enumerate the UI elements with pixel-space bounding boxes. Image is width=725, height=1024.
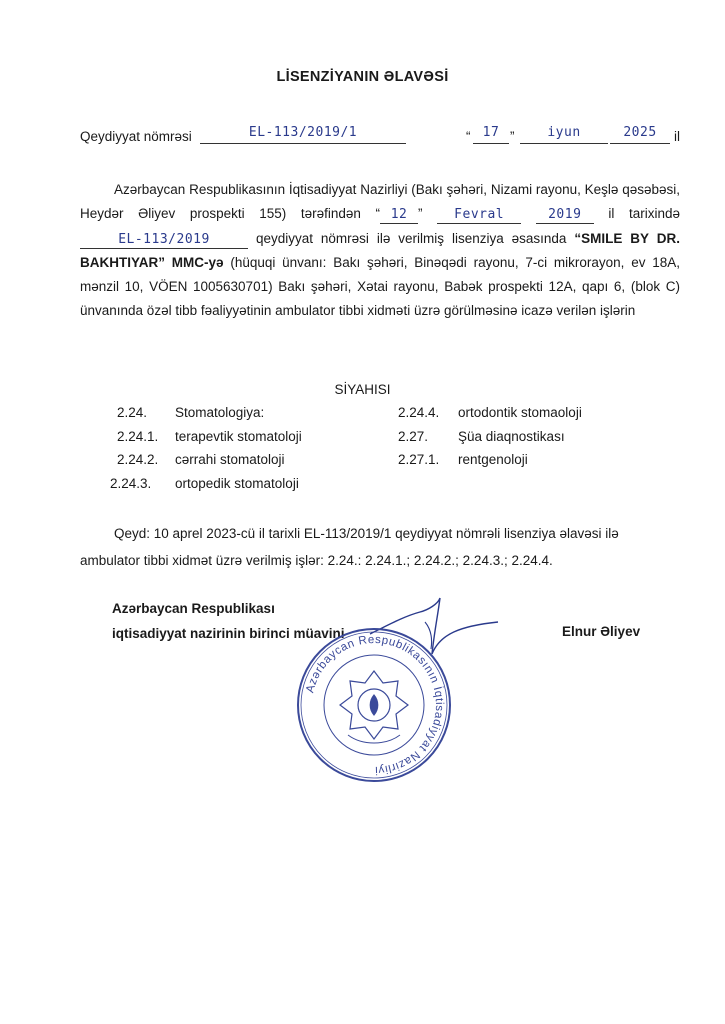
signatory-line2: iqtisadiyyat nazirinin birinci müavini [112,626,345,641]
company-name: “SMILE BY DR. BAKHTIYAR” MMC-yə [80,230,680,270]
list-item-code: 2.24.1. [117,429,159,444]
close-quote: ” [510,129,515,144]
main-paragraph: Azərbaycan Respublikasının İqtisadiyyat Nazirliyi (Bakı şəhəri, Nizami rayonu, Keşlə qəsəbəsi, Heydər Əliyev prospekti 155) tərəfindən “ 12 ” Fevral 2019 il tarixində EL-113/2019 qeydiyyat nömrəsi ilə verilmiş lisenziya əsasında “SMILE BY DR. BAKHTIYAR” MMC-yə (hüquqi ünvanı: Bakı şəhəri, Binəqədi rayonu, 7-ci mikrorayon, ev 18A, mənzil 10, VÖEN 1005630701) Bakı şəhəri, Xətai rayonu, Babək prospekti 12A, qapı 6, (blok C) ünvanında özəl tibb fəaliyyətinin ambulator tibbi xidməti üzrə görülməsinə icazə verilən işlərin [80,182,681,319]
list-item-code: 2.24.2. [117,452,159,467]
list-item-code: 2.27.1. [398,452,440,467]
list-item-text: ortodontik stomaoloji [458,405,582,420]
registration-year-suffix: il [674,129,680,144]
registration-number-field: EL-113/2019/1 [200,125,406,144]
list-item-code: 2.24. [117,405,148,420]
official-seal [296,627,452,783]
list-title: SİYAHISI [334,382,391,397]
paragraph-part2: il tarixində [608,206,681,222]
issued-month-field: Fevral [437,207,521,224]
registration-line [80,125,690,149]
document-title: LİSENZİYANIN ƏLAVƏSİ [276,69,449,85]
list-item-code: 2.24.4. [398,405,440,420]
list-item-text: ortopedik stomatoloji [175,476,299,491]
list-item-text: Stomatologiya: [175,405,265,420]
paragraph-part3: qeydiyyat nömrəsi ilə verilmiş lisenziya əsasında [255,230,567,246]
note-paragraph: Qeyd: 10 aprel 2023-cü il tarixli EL-113/2019/1 qeydiyyat nömrəli lisenziya əlavəsi ilə ambulator tibbi xidmət üzrə verilmiş işlər: 2.24.: 2.24.1.; 2.24.2.; 2.24.3.; 2.24.4. [80,526,619,568]
list-item-code: 2.27. [398,429,429,444]
registration-year-field: 2025 [610,125,670,144]
registration-label: Qeydiyyat nömrəsi [80,129,192,144]
list-item-text: Şüa diaqnostikası [458,429,565,444]
signatory-line1: Azərbaycan Respublikası [112,601,275,616]
list-item-text: terapevtik stomatoloji [175,429,302,444]
list-item-text: rentgenoloji [458,452,528,467]
list-item-code: 2.24.3. [110,476,152,491]
paragraph-part1: Azərbaycan Respublikasının İqtisadiyyat Nazirliyi (Bakı şəhəri, Nizami rayonu, Keşlə qəsəbəsi, Heydər Əliyev prospekti 155) tərəfindən [80,182,680,222]
issued-year-field: 2019 [536,207,594,224]
signatory-name: Elnur Əliyev [562,624,641,639]
open-quote: “ [466,129,471,144]
issued-day-field: 12 [380,207,418,224]
list-item-text: cərrahi stomatoloji [175,452,285,467]
registration-month-field: iyun [520,125,608,144]
seal-text: Azərbaycan Respublikasının İqtisadiyyat Nazirliyi [304,633,446,777]
paragraph-part4: (hüquqi ünvanı: Bakı şəhəri, Binəqədi rayonu, 7-ci mikrorayon, ev 18A, mənzil 10, VÖEN 1005630701) Bakı şəhəri, Xətai rayonu, Babək prospekti 12A, qapı 6, (blok C) ünvanında özəl tibb fəaliyyətinin ambulator tibbi xidməti üzrə görülməsinə icazə verilən işlərin [80,254,681,319]
registration-day-field: 17 [473,125,509,144]
license-number-field: EL-113/2019 [80,232,248,249]
